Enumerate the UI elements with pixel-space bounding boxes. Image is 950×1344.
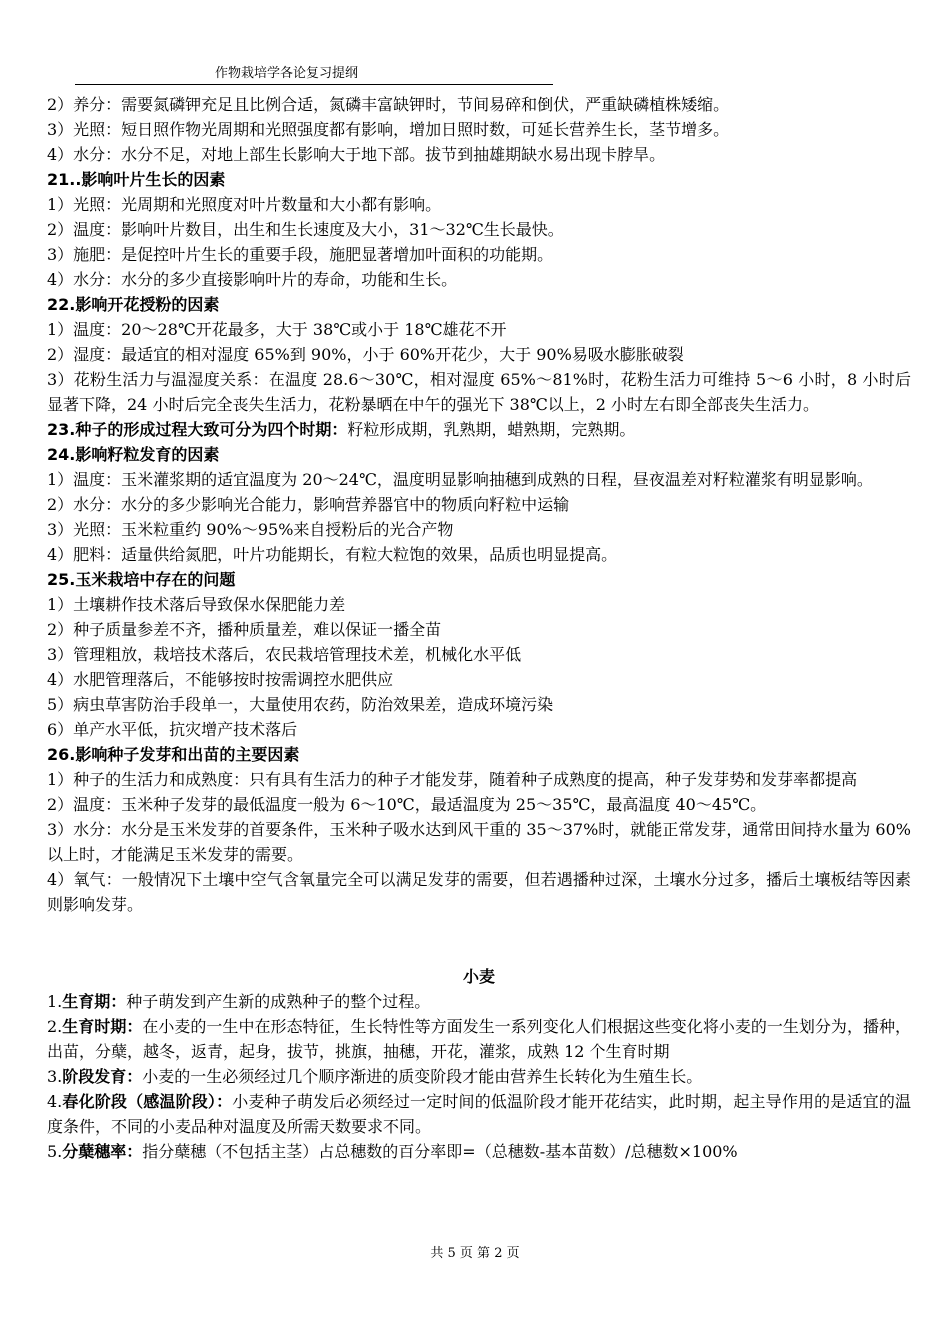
wheat-item-term: 阶段发育：: [62, 1067, 143, 1086]
list-item: 2）温度：影响叶片数目，出生和生长速度及大小，31～32℃生长最快。: [47, 220, 564, 239]
list-item: 3）光照：玉米粒重约 90%～95%来自授粉后的光合产物: [47, 520, 454, 539]
page-footer: 共 5 页 第 2 页: [430, 1246, 520, 1261]
list-item: 4）氧气：一般情况下土壤中空气含氧量完全可以满足发芽的需要，但若遇播种过深，土壤水分过多，播后土壤板结等因素则影响发芽。: [47, 870, 911, 914]
wheat-item-term: 生育期：: [62, 992, 127, 1011]
wheat-item: [47, 1089, 911, 1139]
section-23-text: 籽粒形成期，乳熟期，蜡熟期，完熟期。: [347, 420, 636, 439]
wheat-item-number: 2.: [47, 1017, 63, 1036]
list-item: 2）种子质量参差不齐，播种质量差，难以保证一播全苗: [47, 620, 442, 639]
list-item: 1）土壤耕作技术落后导致保水保肥能力差: [47, 595, 346, 614]
running-header: [75, 66, 553, 85]
section-heading-23: 23.种子的形成过程大致可分为四个时期：: [47, 420, 348, 439]
header-title: 作物栽培学各论复习提纲: [215, 66, 359, 81]
paragraph: 2）养分：需要氮磷钾充足且比例合适，氮磷丰富缺钾时，节间易碎和倒伏，严重缺磷植株矮缩。: [47, 95, 730, 114]
list-item: 2）温度：玉米种子发芽的最低温度一般为 6～10℃，最适温度为 25～35℃，最高温度 40～45℃。: [47, 795, 767, 814]
list-item: 6）单产水平低，抗灾增产技术落后: [47, 720, 298, 739]
list-item: 4）水分：水分的多少直接影响叶片的寿命，功能和生长。: [47, 270, 458, 289]
section-23: [47, 417, 911, 442]
list-item: 3）花粉生活力与温湿度关系：在温度 28.6～30℃，相对湿度 65%～81%时，花粉生活力可维持 5～6 小时，8 小时后显著下降，24 小时后完全丧失生活力，花粉暴晒在中午的强光下 38℃以上，2 小时左右即全部丧失生活力。: [47, 370, 911, 414]
section-heading-21: 21..影响叶片生长的因素: [47, 170, 226, 189]
wheat-item-number: 3.: [47, 1067, 63, 1086]
list-item: 5）病虫草害防治手段单一，大量使用农药，防治效果差，造成环境污染: [47, 695, 554, 714]
list-item: 4）肥料：适量供给氮肥，叶片功能期长，有粒大粒饱的效果，品质也明显提高。: [47, 545, 618, 564]
paragraph: 4）水分：水分不足，对地上部生长影响大于地下部。拔节到抽雄期缺水易出现卡脖旱。: [47, 145, 666, 164]
wheat-item-term: 春化阶段（感温阶段）：: [62, 1092, 233, 1111]
wheat-item-text: 小麦的一生必须经过几个顺序渐进的质变阶段才能由营养生长转化为生殖生长。: [142, 1067, 703, 1086]
list-item: 3）水分：水分是玉米发芽的首要条件，玉米种子吸水达到风干重的 35～37%时，就能正常发芽，通常田间持水量为 60%以上时，才能满足玉米发芽的需要。: [47, 820, 911, 864]
wheat-item-term: 分蘖穗率：: [62, 1142, 143, 1161]
section-heading-24: 24.影响籽粒发育的因素: [47, 445, 220, 464]
wheat-item-number: 1.: [47, 992, 63, 1011]
wheat-section-title: 小麦: [462, 967, 495, 986]
wheat-item-text: 种子萌发到产生新的成熟种子的整个过程。: [126, 992, 431, 1011]
list-item: 1）光照：光周期和光照度对叶片数量和大小都有影响。: [47, 195, 442, 214]
wheat-item-text: 指分蘖穗（不包括主茎）占总穗数的百分率即=（总穗数-基本苗数）/总穗数×100%: [142, 1142, 738, 1161]
list-item: 2）水分：水分的多少影响光合能力，影响营养器官中的物质向籽粒中运输: [47, 495, 570, 514]
paragraph: 3）光照：短日照作物光周期和光照强度都有影响，增加日照时数，可延长营养生长，茎节增多。: [47, 120, 730, 139]
list-item: 4）水肥管理落后，不能够按时按需调控水肥供应: [47, 670, 394, 689]
wheat-item-term: 生育时期：: [62, 1017, 143, 1036]
wheat-item-number: 4.: [47, 1092, 63, 1111]
list-item: 3）管理粗放，栽培技术落后，农民栽培管理技术差，机械化水平低: [47, 645, 522, 664]
wheat-item-text: 在小麦的一生中在形态特征，生长特性等方面发生一系列变化人们根据这些变化将小麦的一生划分为，播种，出苗，分蘖，越冬，返青，起身，拔节，挑旗，抽穗，开花，灌浆，成熟 12 个生育时期: [47, 1017, 911, 1061]
list-item: 3）施肥：是促控叶片生长的重要手段，施肥显著增加叶面积的功能期。: [47, 245, 554, 264]
wheat-item: [47, 1139, 911, 1164]
list-item: 1）温度：玉米灌浆期的适宜温度为 20～24℃，温度明显影响抽穗到成熟的日程，昼夜温差对籽粒灌浆有明显影响。: [47, 470, 873, 489]
list-item: 1）种子的生活力和成熟度：只有具有生活力的种子才能发芽，随着种子成熟度的提高，种子发芽势和发芽率都提高: [47, 770, 858, 789]
wheat-item: [47, 1064, 911, 1089]
section-heading-25: 25.玉米栽培中存在的问题: [47, 570, 236, 589]
wheat-item-text: 小麦种子萌发后必须经过一定时间的低温阶段才能开花结实，此时期，起主导作用的是适宜的温度条件，不同的小麦品种对温度及所需天数要求不同。: [47, 1092, 911, 1136]
wheat-item: [47, 989, 911, 1014]
wheat-item-number: 5.: [47, 1142, 63, 1161]
list-item: 1）温度：20～28℃开花最多，大于 38℃或小于 18℃雄花不开: [47, 320, 507, 339]
document-body: [47, 92, 911, 1164]
list-item: 2）湿度：最适宜的相对湿度 65%到 90%，小于 60%开花少，大于 90%易吸水膨胀破裂: [47, 345, 684, 364]
wheat-item: [47, 1014, 911, 1064]
section-heading-26: 26.影响种子发芽和出苗的主要因素: [47, 745, 300, 764]
section-heading-22: 22.影响开花授粉的因素: [47, 295, 220, 314]
